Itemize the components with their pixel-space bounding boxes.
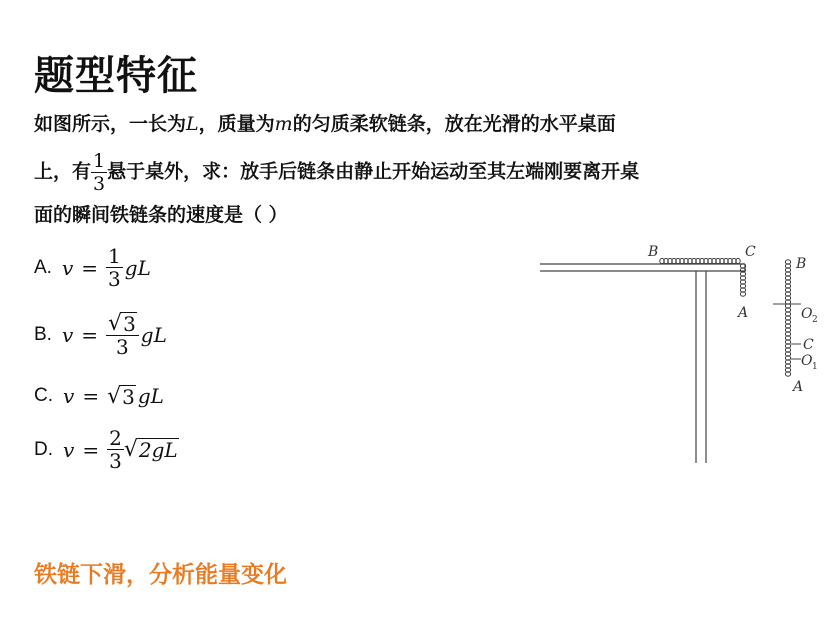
option-a[interactable] xyxy=(34,245,151,290)
option-label: A. xyxy=(34,256,52,278)
label-A: A xyxy=(738,305,749,321)
option-b[interactable] xyxy=(34,312,167,358)
footer-hint: 铁链下滑，分析能量变化 xyxy=(34,562,287,588)
var-v: v xyxy=(63,437,75,462)
fraction xyxy=(106,245,123,290)
frac-num: 1 xyxy=(93,150,106,172)
frac-den: 3 xyxy=(109,449,122,473)
fraction-one-third xyxy=(91,150,107,195)
chain-hanging xyxy=(740,264,745,296)
chain-vertical-right xyxy=(785,260,790,376)
var-v: v xyxy=(63,384,75,408)
option-c[interactable] xyxy=(34,384,164,408)
sqrt-arg: 2gL xyxy=(138,438,178,462)
equals-sign: = xyxy=(81,255,99,280)
label-A2: A xyxy=(793,379,804,395)
chain-horizontal xyxy=(660,258,740,263)
question-line-2 xyxy=(34,150,639,195)
label-O1: O xyxy=(801,353,813,369)
question-line-3: 面的瞬间铁链条的速度是（ ） xyxy=(34,204,288,226)
question-text: 上，有 xyxy=(34,160,92,183)
question-text: ，质量为 xyxy=(198,113,275,135)
chain-table-figure xyxy=(535,238,830,468)
var-m: m xyxy=(274,113,293,135)
option-formula xyxy=(62,245,151,290)
page-title: 题型特征 xyxy=(34,53,198,99)
equals-sign: = xyxy=(82,437,100,462)
var-v: v xyxy=(61,255,74,280)
label-O2: O xyxy=(801,306,813,322)
option-label: D. xyxy=(34,438,53,460)
label-B2: B xyxy=(796,256,807,272)
equals-sign: = xyxy=(82,384,100,408)
sqrt-arg: 3 xyxy=(122,384,135,409)
option-formula xyxy=(63,427,179,472)
sqrt-symbol: √ 2gL xyxy=(123,437,178,462)
option-label: B. xyxy=(34,324,52,345)
sqrt-symbol: √ 3 xyxy=(107,383,135,409)
option-d[interactable] xyxy=(34,427,179,472)
frac-num: 2 xyxy=(109,426,122,450)
equals-sign: = xyxy=(81,323,99,347)
frac-num xyxy=(106,312,139,336)
frac-den: 3 xyxy=(116,335,129,359)
question-line-1 xyxy=(34,112,616,136)
fraction xyxy=(107,427,124,472)
label-B: B xyxy=(648,244,659,260)
question-text: 的匀质柔软链条，放在光滑的水平桌面 xyxy=(292,113,616,135)
option-formula xyxy=(62,312,167,358)
option-label: C. xyxy=(34,385,53,406)
frac-den: 3 xyxy=(108,267,121,291)
sqrt-symbol: √ 3 xyxy=(108,311,136,336)
frac-den: 3 xyxy=(93,173,106,195)
var-L: L xyxy=(186,113,199,135)
label-C2: C xyxy=(803,337,814,353)
var-gL: gL xyxy=(137,384,164,408)
var-gL: gL xyxy=(124,255,151,280)
label-C: C xyxy=(745,244,756,260)
var-v: v xyxy=(61,323,74,347)
sqrt-arg: 3 xyxy=(123,312,136,336)
fraction xyxy=(106,312,139,358)
question-text: 悬于桌外，求：放手后链条由静止开始运动至其左端刚要离开桌 xyxy=(107,160,640,183)
label-O2-sub: 2 xyxy=(812,315,818,325)
var-gL: gL xyxy=(140,323,167,347)
question-text: 如图所示，一长为 xyxy=(34,113,187,135)
option-formula xyxy=(63,384,164,408)
frac-num: 1 xyxy=(108,244,121,268)
label-O1-sub: 1 xyxy=(812,362,818,372)
